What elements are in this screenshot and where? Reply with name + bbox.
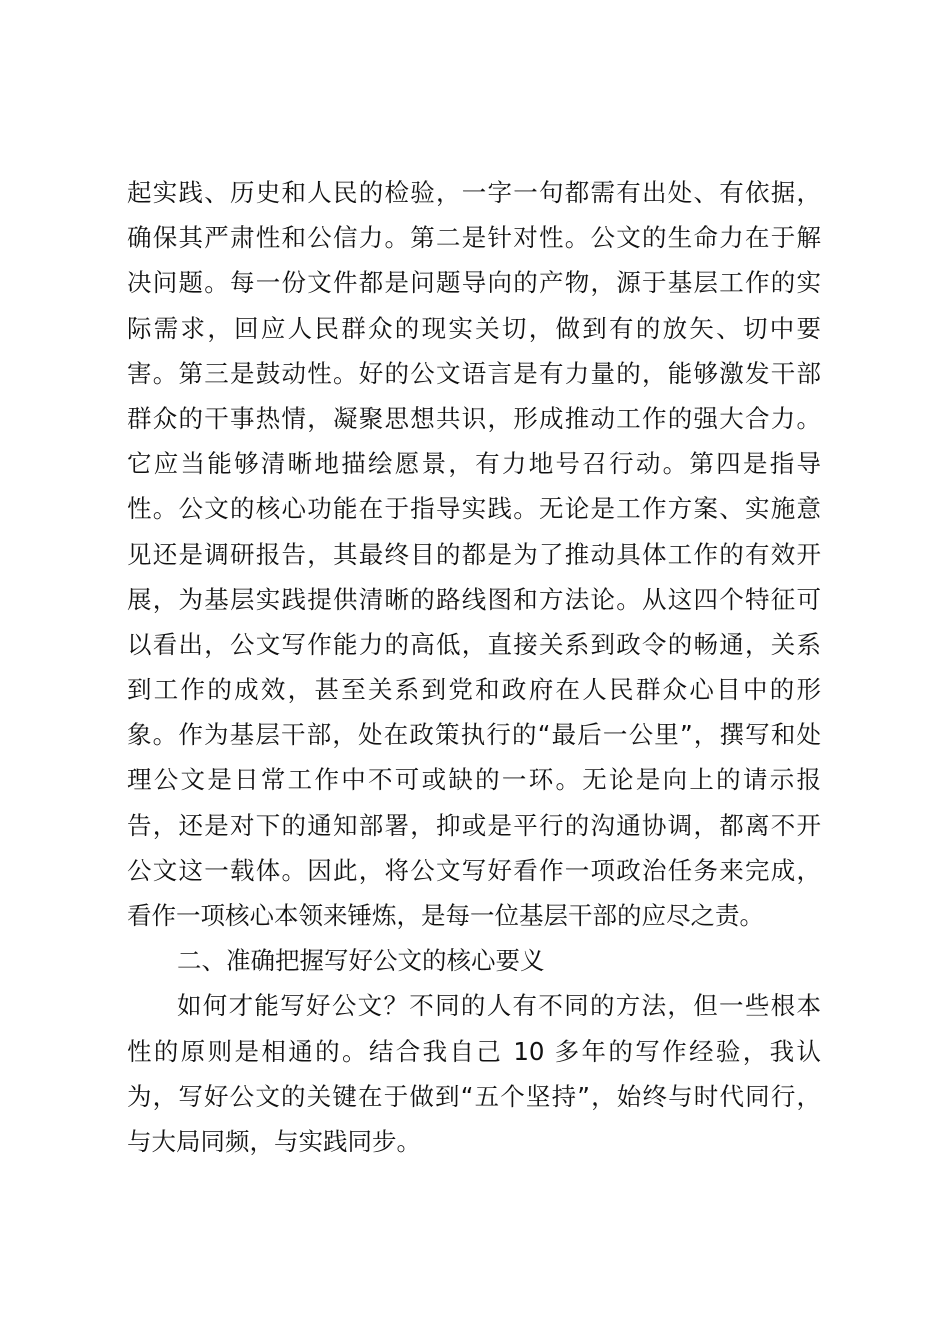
text-line: 到工作的成效，甚至关系到党和政府在人民群众心目中的形: [127, 675, 821, 705]
text-line: 公文这一载体。因此，将公文写好看作一项政治任务来完成，: [127, 855, 821, 885]
text-line: 象。作为基层干部，处在政策执行的“最后一公里”，撰写和处: [127, 720, 821, 750]
text-line: 决问题。每一份文件都是问题导向的产物，源于基层工作的实: [127, 268, 821, 298]
text-line: 看作一项核心本领来锤炼，是每一位基层干部的应尽之责。: [127, 901, 764, 930]
text-line: 它应当能够清晰地描绘愿景，有力地号召行动。第四是指导: [127, 449, 821, 479]
text-line: 性。公文的核心功能在于指导实践。无论是工作方案、实施意: [127, 494, 821, 524]
document-body: [127, 170, 821, 1164]
text-line: 如何才能写好公文？不同的人有不同的方法，但一些根本: [177, 991, 821, 1021]
section-heading: 二、准确把握写好公文的核心要义: [177, 946, 545, 976]
text-line: 确保其严肃性和公信力。第二是针对性。公文的生命力在于解: [127, 223, 821, 253]
text-line: 害。第三是鼓动性。好的公文语言是有力量的，能够激发干部: [127, 358, 821, 388]
text-line: 起实践、历史和人民的检验，一字一句都需有出处、有依据，: [127, 178, 821, 207]
text-line: 际需求，回应人民群众的现实关切，做到有的放矢、切中要: [127, 313, 821, 343]
text-line: 理公文是日常工作中不可或缺的一环。无论是向上的请示报: [127, 765, 821, 795]
text-line: 为，写好公文的关键在于做到“五个坚持”，始终与时代同行，: [127, 1081, 821, 1111]
text-line: 见还是调研报告，其最终目的都是为了推动具体工作的有效开: [127, 539, 821, 569]
text-line: 性的原则是相通的。结合我自己 10 多年的写作经验，我认: [127, 1036, 821, 1066]
text-line: 以看出，公文写作能力的高低，直接关系到政令的畅通，关系: [127, 629, 821, 659]
text-line: 与大局同频，与实践同步。: [127, 1126, 421, 1156]
text-line: 展，为基层实践提供清晰的路线图和方法论。从这四个特征可: [127, 584, 821, 614]
text-line: 告，还是对下的通知部署，抑或是平行的沟通协调，都离不开: [127, 810, 821, 840]
text-line: 群众的干事热情，凝聚思想共识，形成推动工作的强大合力。: [127, 403, 821, 433]
